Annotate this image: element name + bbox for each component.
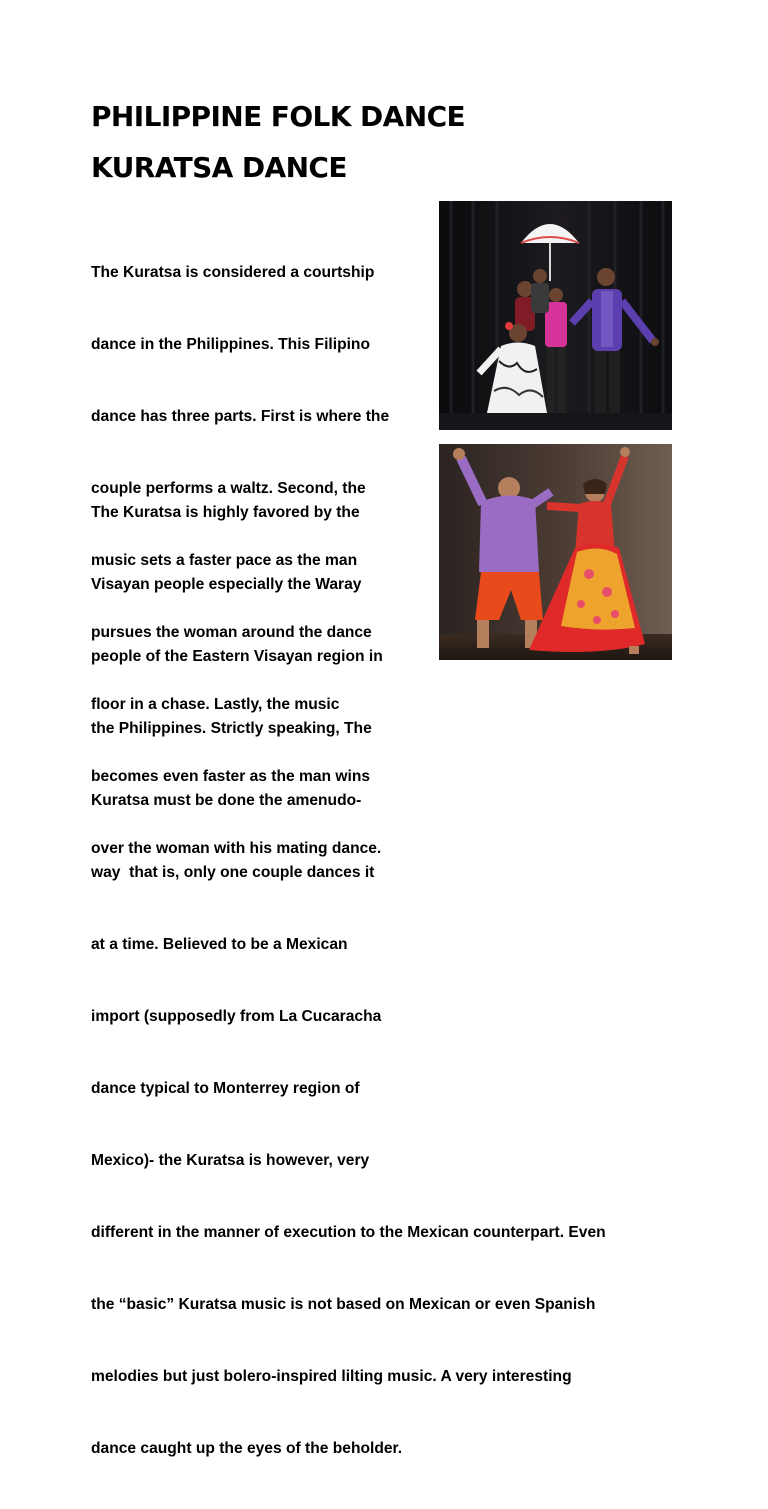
paragraph-line: dance typical to Monterrey region of (91, 1080, 360, 1097)
paragraph-line: over the woman with his mating dance. (91, 840, 382, 857)
paragraph-line: the “basic” Kuratsa music is not based on Mexican or even Spanish (91, 1296, 596, 1313)
paragraph-line: dance caught up the eyes of the beholder. (91, 1440, 403, 1457)
paragraph-line: becomes even faster as the man wins (91, 768, 371, 785)
document-title: PHILIPPINE FOLK DANCE (91, 100, 466, 133)
paragraph-line: at a time. Believed to be a Mexican (91, 936, 348, 953)
paragraph-line: different in the manner of execution to the Mexican counterpart. Even (91, 1224, 606, 1241)
paragraph-line: Visayan people especially the Waray (91, 576, 362, 593)
paragraph-line: Kuratsa must be done the amenudo- (91, 792, 362, 809)
paragraph-line: way that is, only one couple dances it (91, 864, 375, 881)
paragraph-line: Mexico)- the Kuratsa is however, very (91, 1152, 370, 1169)
paragraph-line: The Kuratsa is highly favored by the (91, 504, 360, 521)
paragraph-line: dance in the Philippines. This Filipino (91, 336, 370, 353)
stage-performers-with-umbrella-photo (439, 201, 672, 430)
couple-dancing-photo (439, 444, 672, 660)
paragraph-line: floor in a chase. Lastly, the music (91, 696, 340, 713)
paragraph-line: The Kuratsa is considered a courtship (91, 264, 375, 281)
paragraph-line: people of the Eastern Visayan region in (91, 648, 383, 665)
paragraph-line: pursues the woman around the dance (91, 624, 372, 641)
paragraph-line: melodies but just bolero-inspired lilting music. A very interesting (91, 1368, 572, 1385)
paragraph-line: dance has three parts. First is where the (91, 408, 390, 425)
paragraph-line: import (supposedly from La Cucaracha (91, 1008, 382, 1025)
paragraph-line: the Philippines. Strictly speaking, The (91, 720, 372, 737)
document-subtitle: KURATSA DANCE (91, 151, 347, 184)
paragraph-line: couple performs a waltz. Second, the (91, 480, 366, 497)
paragraph-line: music sets a faster pace as the man (91, 552, 358, 569)
